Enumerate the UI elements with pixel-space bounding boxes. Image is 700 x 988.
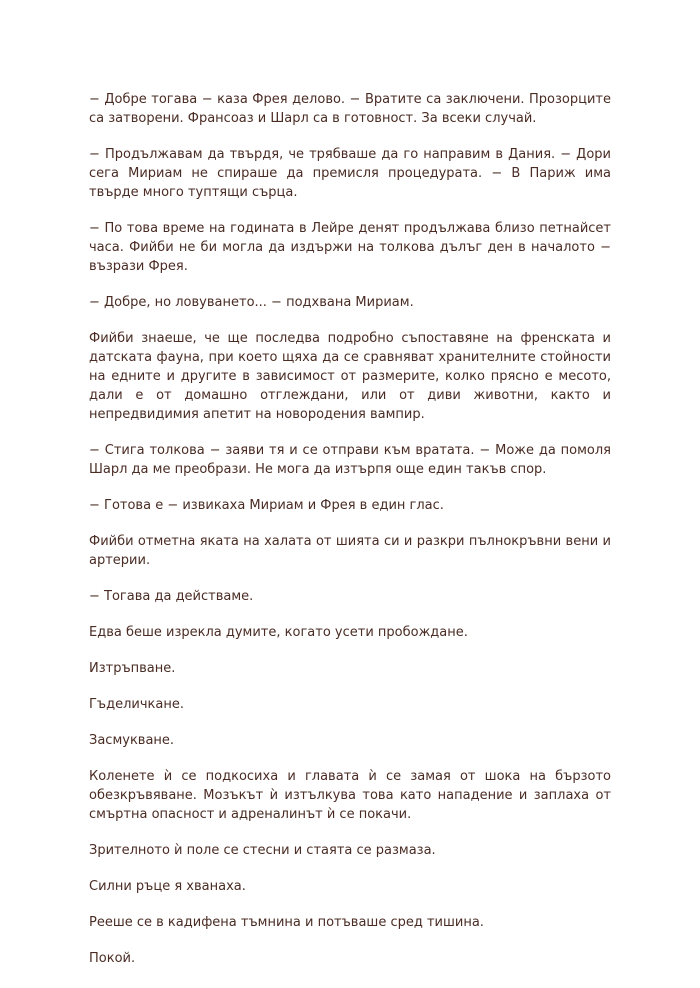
- paragraph: Гъделичкане.: [89, 697, 184, 712]
- paragraph: Засмукване.: [89, 733, 175, 748]
- paragraph: − По това време на годината в Лейре денят продължава близо петнайсет часа. Фийби не би могла да издържи на толкова дълъг ден в началото − възрази Фрея.: [89, 221, 611, 274]
- paragraph: − Стига толкова − заяви тя и се отправи към вратата. − Може да помоля Шарл да ме преобрази. Не мога да изтърпя още един такъв спор.: [89, 443, 611, 477]
- paragraph: Изтръпване.: [89, 661, 176, 676]
- paragraph: Силни ръце я хванаха.: [89, 879, 246, 894]
- document-page: [89, 90, 611, 985]
- paragraph: Едва беше изрекла думите, когато усети пробождане.: [89, 625, 468, 640]
- paragraph: − Готова е − извикаха Мириам и Фрея в един глас.: [89, 498, 444, 513]
- paragraph: − Продължавам да твърдя, че трябваше да го направим в Дания. − Дори сега Мириам не спираше да премисля процедурата. − В Париж има твърде много туптящи сърца.: [89, 147, 611, 200]
- paragraph: Фийби знаеше, че ще последва подробно съпоставяне на френската и датската фауна, при което щяха да се сравняват хранителните стойности на едните и другите в зависимост от размерите, колко прясно е месото, дали е от домашно отглеждани, или от диви животни, както и непредвидимия апетит на новородения вампир.: [89, 331, 611, 422]
- paragraph: Фийби отметна яката на халата от шията си и разкри пълнокръвни вени и артерии.: [89, 534, 611, 568]
- paragraph: − Добре, но ловуването... − подхвана Мириам.: [89, 295, 414, 310]
- paragraph: Покой.: [89, 951, 136, 966]
- paragraph: − Тогава да действаме.: [89, 589, 254, 604]
- paragraph: Коленете ѝ се подкосиха и главата ѝ се замая от шока на бързото обезкръвяване. Мозъкът ѝ изтълкува това като нападение и заплаха от смъртна опасност и адреналинът ѝ се покачи.: [89, 769, 611, 822]
- paragraph: − Добре тогава − каза Фрея делово. − Вратите са заключени. Прозорците са затворени. Франсоаз и Шарл са в готовност. За всеки случай.: [89, 92, 611, 126]
- paragraph: Рееше се в кадифена тъмнина и потъваше сред тишина.: [89, 915, 484, 930]
- paragraph: Зрителното ѝ поле се стесни и стаята се размаза.: [89, 843, 436, 858]
